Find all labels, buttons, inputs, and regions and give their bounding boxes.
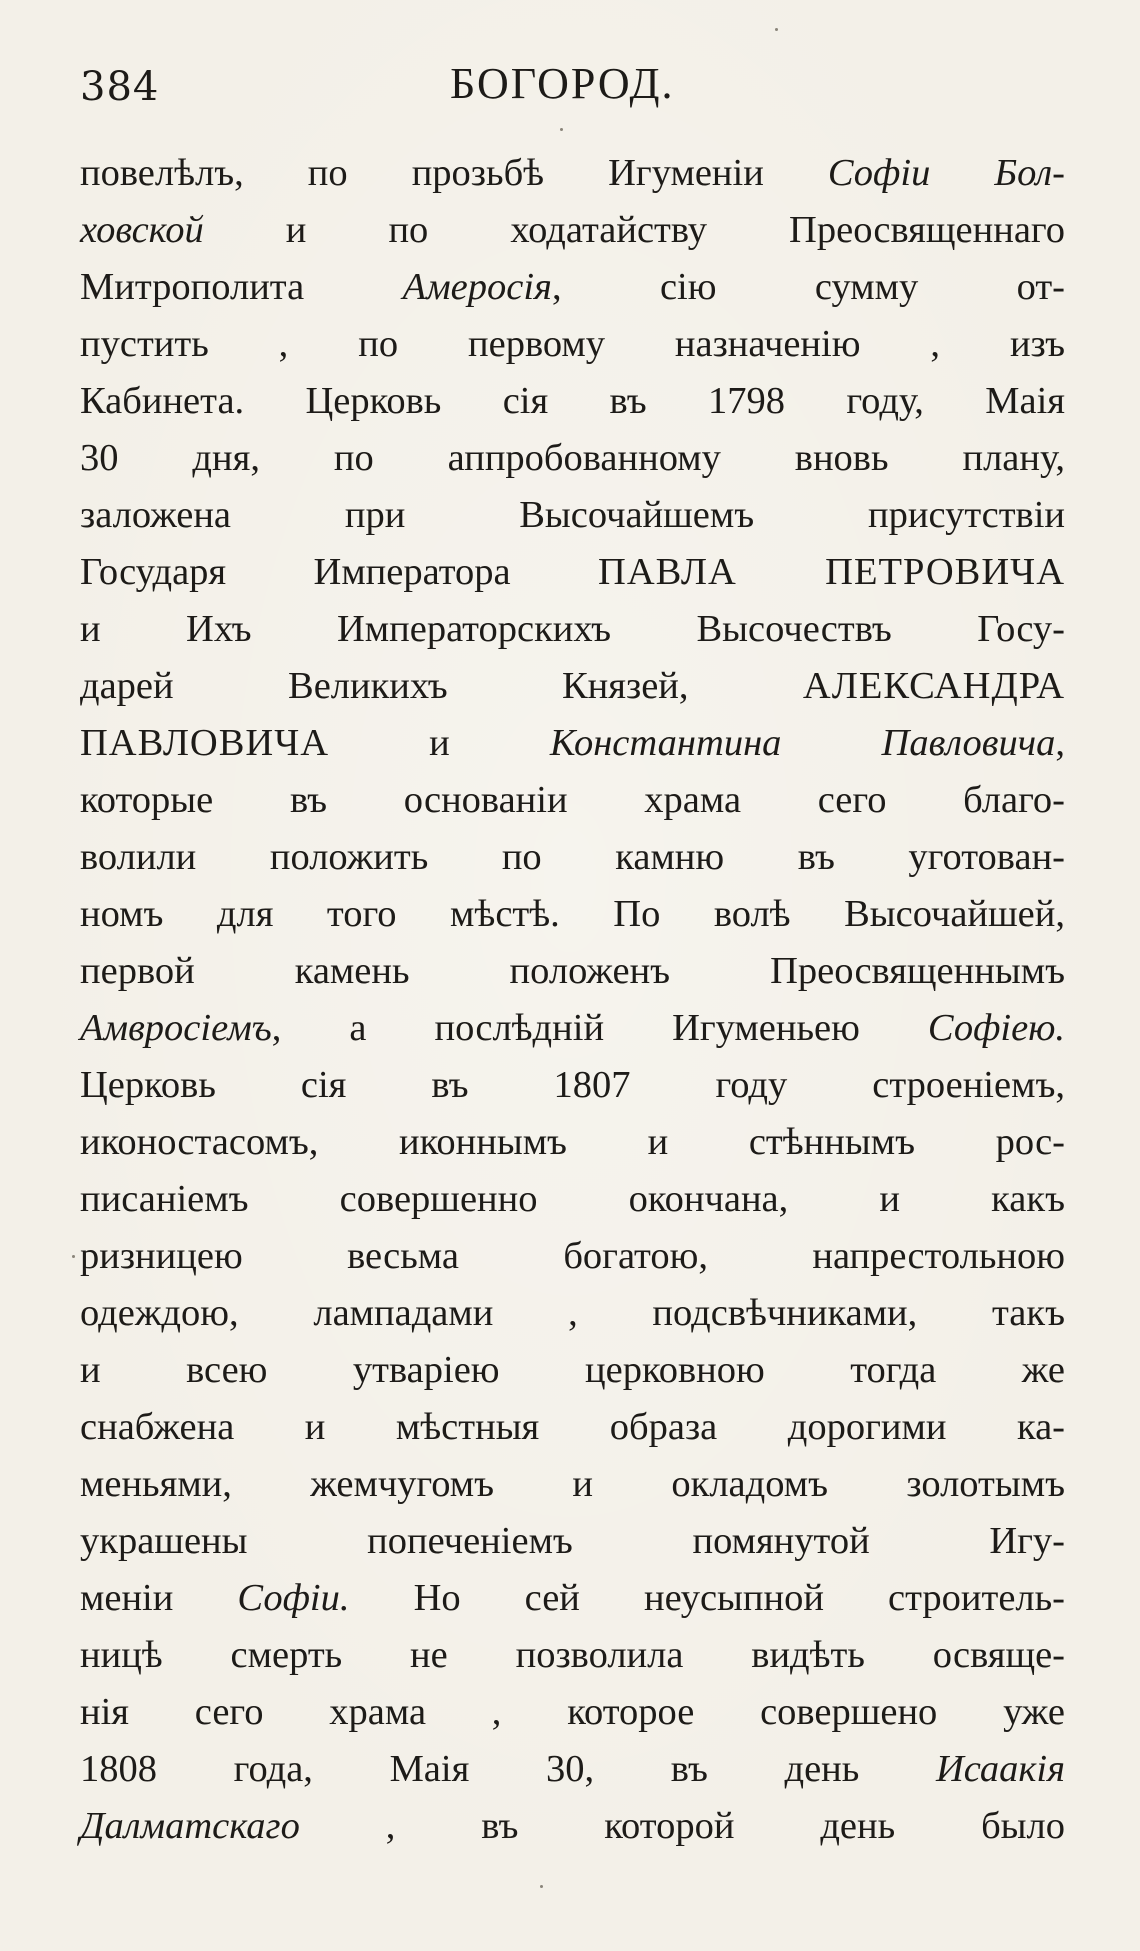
- text-line: [80, 715, 1065, 772]
- italic-name: Софіи Бол-: [827, 152, 1065, 194]
- text-line: [80, 487, 1065, 544]
- text-run: дарей Великихъ Князей,: [80, 665, 803, 707]
- text-run: украшены попеченіемъ помянутой Игу-: [80, 1520, 1065, 1562]
- caps-name: ПАВЛА ПЕТРОВИЧА: [598, 551, 1065, 593]
- paper-speck: [540, 1885, 543, 1888]
- text-line: [80, 145, 1065, 202]
- text-run: ницѣ смерть не позволила видѣть освяще-: [80, 1634, 1065, 1676]
- paper-speck: [72, 1255, 75, 1258]
- body-text: [80, 145, 1065, 1855]
- text-run: Церковь сія въ 1807 году строеніемъ,: [80, 1064, 1065, 1106]
- text-run: нія сего храма , которое совершено уже: [80, 1691, 1065, 1733]
- text-run: снабжена и мѣстныя образа дорогими ка-: [80, 1406, 1065, 1448]
- italic-name: Софіею.: [927, 1007, 1065, 1049]
- text-line: [80, 1741, 1065, 1798]
- text-line: [80, 430, 1065, 487]
- text-run: и по ходатайству Преосвященнаго: [203, 209, 1065, 251]
- text-run: Кабинета. Церковь сія въ 1798 году, Маія: [80, 380, 1065, 422]
- text-run: номъ для того мѣстѣ. По волѣ Высочайшей,: [80, 893, 1065, 935]
- text-line: [80, 1285, 1065, 1342]
- text-line: [80, 544, 1065, 601]
- running-title: БОГОРОД.: [450, 59, 675, 108]
- text-run: , въ которой день было: [299, 1805, 1065, 1847]
- text-run: пустить , по первому назначенію , изъ: [80, 323, 1065, 365]
- text-line: [80, 829, 1065, 886]
- text-line: [80, 601, 1065, 658]
- text-run: меніи: [80, 1577, 238, 1619]
- text-run: ,: [1055, 722, 1065, 764]
- text-run: писаніемъ совершенно окончана, и какъ: [80, 1178, 1065, 1220]
- italic-name: Амеросія: [402, 266, 552, 308]
- text-line: [80, 1627, 1065, 1684]
- italic-name: Далматскаго: [80, 1805, 300, 1847]
- text-line: [80, 373, 1065, 430]
- text-line: [80, 1684, 1065, 1741]
- text-line: [80, 259, 1065, 316]
- italic-name: Софіи.: [237, 1577, 350, 1619]
- text-run: меньями, жемчугомъ и окладомъ золотымъ: [80, 1463, 1065, 1505]
- italic-name: Исаакія: [936, 1748, 1065, 1790]
- text-line: [80, 1513, 1065, 1570]
- text-run: ризницею весьма богатою, напрестольною: [80, 1235, 1065, 1277]
- page-number: 384: [80, 64, 160, 110]
- text-line: [80, 1000, 1065, 1057]
- text-run: заложена при Высочайшемъ присутствіи: [80, 494, 1065, 536]
- text-line: [80, 1171, 1065, 1228]
- text-line: [80, 1798, 1065, 1855]
- text-line: [80, 886, 1065, 943]
- caps-name: АЛЕКСАНДРА: [802, 665, 1065, 707]
- text-run: и всею утваріею церковною тогда же: [80, 1349, 1065, 1391]
- text-line: [80, 1570, 1065, 1627]
- italic-name: Амвросіемъ: [80, 1007, 272, 1049]
- text-line: [80, 943, 1065, 1000]
- page-header: [80, 58, 1065, 118]
- text-run: иконостасомъ, иконнымъ и стѣннымъ рос-: [80, 1121, 1065, 1163]
- text-line: [80, 1342, 1065, 1399]
- text-run: первой камень положенъ Преосвященнымъ: [80, 950, 1065, 992]
- text-line: [80, 658, 1065, 715]
- text-line: [80, 1114, 1065, 1171]
- text-run: , сію сумму от-: [551, 266, 1065, 308]
- text-line: [80, 1456, 1065, 1513]
- text-line: [80, 1399, 1065, 1456]
- text-run: волили положить по камню въ уготован-: [80, 836, 1065, 878]
- italic-name: Константина Павловича: [549, 722, 1056, 764]
- text-line: [80, 316, 1065, 373]
- text-run: Митрополита: [80, 266, 403, 308]
- caps-name: ПАВЛОВИЧА: [80, 722, 330, 764]
- text-run: и: [329, 722, 550, 764]
- text-line: [80, 1228, 1065, 1285]
- text-line: [80, 772, 1065, 829]
- paper-speck: [775, 28, 778, 31]
- text-run: Но сей неусыпной строитель-: [349, 1577, 1065, 1619]
- text-run: 1808 года, Маія 30, въ день: [80, 1748, 936, 1790]
- text-line: [80, 1057, 1065, 1114]
- text-run: , а послѣдній Игуменьею: [271, 1007, 928, 1049]
- text-run: одеждою, лампадами , подсвѣчниками, такъ: [80, 1292, 1065, 1334]
- text-run: Государя Императора: [80, 551, 599, 593]
- text-run: повелѣлъ, по прозьбѣ Игуменіи: [80, 152, 828, 194]
- paper-speck: [560, 128, 563, 131]
- text-run: и Ихъ Императорскихъ Высочествъ Госу-: [80, 608, 1065, 650]
- italic-name: ховской: [80, 209, 204, 251]
- text-run: 30 дня, по аппробованному вновь плану,: [80, 437, 1065, 479]
- text-line: [80, 202, 1065, 259]
- text-run: которые въ основаніи храма сего благо-: [80, 779, 1065, 821]
